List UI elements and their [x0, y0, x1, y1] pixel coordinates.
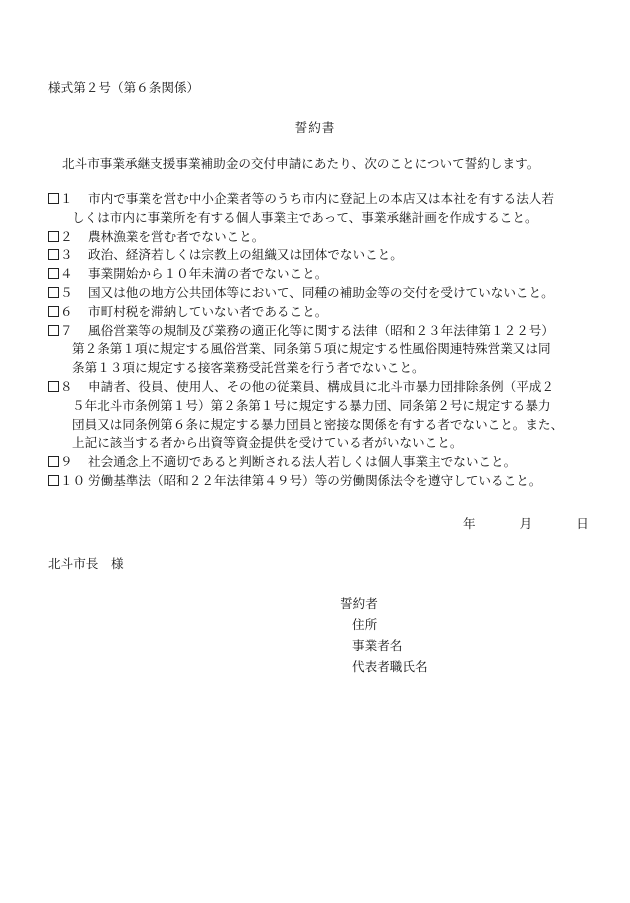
checkbox[interactable] [48, 193, 59, 204]
pledger-heading: 誓約者 [340, 596, 378, 611]
address-label: 住所 [352, 617, 378, 632]
item-text-line: 国又は他の地方公共団体等において、同種の補助金等の交付を受けていないこと。 [88, 284, 554, 300]
item-text-line: 市町村税を滞納していない者であること。 [88, 303, 328, 319]
item-text-line: 条第１３項に規定する接客業務受託営業を行う者でないこと。 [72, 360, 425, 376]
checkbox[interactable] [48, 325, 59, 336]
item-number: ２ [60, 228, 73, 244]
item-number: ６ [60, 303, 73, 319]
business-name-label: 事業者名 [352, 638, 403, 653]
pledge-item [48, 472, 588, 491]
intro-text: 北斗市事業承継支援事業補助金の交付申請にあたり、次のことについて誓約します。 [62, 156, 540, 171]
form-number: 様式第２号（第６条関係） [48, 80, 200, 95]
addressee: 北斗市長 様 [48, 556, 124, 571]
checkbox[interactable] [48, 306, 59, 317]
item-text-line: 労働基準法（昭和２２年法律第４９号）等の労働関係法令を遵守していること。 [88, 472, 542, 488]
item-text-line: 申請者、役員、使用人、その他の従業員、構成員に北斗市暴力団排除条例（平成２ [88, 378, 554, 394]
pledge-item [48, 190, 588, 228]
item-number: ８ [60, 378, 73, 394]
item-number: １ [60, 191, 73, 206]
checkbox[interactable] [48, 268, 59, 279]
pledger-block [340, 593, 428, 677]
item-text-line: 社会通念上不適切であると判断される法人若しくは個人事業主でないこと。 [88, 454, 517, 470]
pledge-items-list [48, 190, 588, 491]
item-number: ４ [60, 266, 73, 282]
item-text-line: 上記に該当する者から出資等資金提供を受けている者がいないこと。 [72, 435, 463, 451]
item-text-line: 政治、経済若しくは宗教上の組織又は団体でないこと。 [88, 247, 403, 263]
item-text-line: 第２条第１項に規定する風俗営業、同条第５項に規定する性風俗関連特殊営業又は同 [72, 341, 551, 357]
checkbox[interactable] [48, 287, 59, 298]
date-day: 日 [576, 516, 589, 531]
checkbox[interactable] [48, 475, 59, 486]
item-text-line: 団員又は同条例第６条に規定する暴力団員と密接な関係を有する者でないこと。また、 [72, 416, 564, 432]
document-title: 誓約書 [294, 120, 336, 135]
pledge-item [48, 453, 588, 472]
item-number: ３ [60, 247, 73, 263]
checkbox[interactable] [48, 381, 59, 392]
item-text-line: 事業開始から１０年未満の者でないこと。 [88, 266, 328, 282]
pledge-item [48, 284, 588, 303]
pledge-item [48, 303, 588, 322]
representative-label: 代表者職氏名 [352, 659, 428, 674]
item-number: １０ [60, 472, 86, 488]
item-text-line: 市内で事業を営む中小企業者等のうち市内に登記上の本店又は本社を有する法人若 [88, 191, 554, 206]
item-number: ９ [60, 454, 73, 470]
pledge-item [48, 228, 588, 247]
date-year: 年 [463, 516, 476, 531]
date-row [463, 516, 589, 532]
item-text-line: 風俗営業等の規制及び業務の適正化等に関する法律（昭和２３年法律第１２２号） [88, 322, 554, 338]
item-number: ７ [60, 322, 73, 338]
item-text-line: 農林漁業を営む者でないこと。 [88, 228, 265, 244]
checkbox[interactable] [48, 231, 59, 242]
checkbox[interactable] [48, 249, 59, 260]
item-text-line: ５年北斗市条例第１号）第２条第１号に規定する暴力団、同条第２号に規定する暴力 [72, 397, 551, 413]
date-month: 月 [519, 516, 533, 531]
checkbox[interactable] [48, 456, 59, 467]
pledge-item [48, 322, 588, 378]
item-text-line: しくは市内に事業所を有する個人事業主であって、事業承継計画を作成すること。 [72, 209, 538, 225]
item-number: ５ [60, 284, 73, 300]
pledge-item [48, 378, 588, 453]
pledge-item [48, 265, 588, 284]
pledge-item [48, 246, 588, 265]
